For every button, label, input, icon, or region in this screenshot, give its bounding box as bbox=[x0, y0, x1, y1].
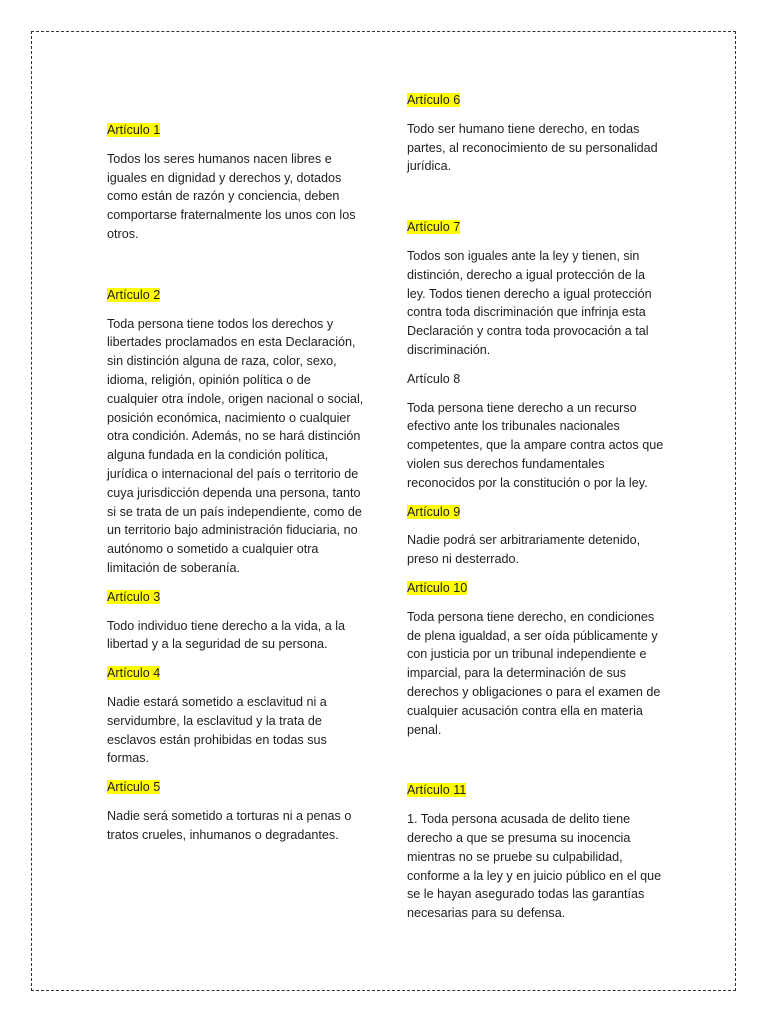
article-heading: Artículo 9 bbox=[407, 504, 461, 519]
article-5 bbox=[107, 778, 365, 844]
article-heading: Artículo 8 bbox=[407, 371, 461, 386]
left-column bbox=[107, 121, 365, 855]
article-1 bbox=[107, 121, 365, 244]
article-text: 1. Toda persona acusada de delito tiene derecho a que se presuma su inocencia mientras no se pruebe su culpabilidad, conforme a la ley y en juicio público en el que se le hayan asegurado todas las garantías necesarias para su defensa. bbox=[407, 812, 662, 921]
article-heading: Artículo 1 bbox=[107, 123, 161, 137]
article-text: Todo individuo tiene derecho a la vida, a la libertad y a la seguridad de su persona. bbox=[107, 618, 346, 652]
article-heading: Artículo 3 bbox=[107, 589, 161, 604]
article-heading: Artículo 4 bbox=[107, 666, 161, 681]
article-heading: Artículo 2 bbox=[107, 287, 161, 302]
article-heading: Artículo 5 bbox=[107, 780, 161, 795]
article-7 bbox=[407, 218, 665, 360]
article-text: Toda persona tiene todos los derechos y libertades proclamados en esta Declaración, sin distinción alguna de raza, color, sexo, idioma, religión, opinión política o de cualquier otra índole, origen nacional o social, posición económica, nacimiento o cualquier otra condición. Además, no se hará distinción alguna fundada en la condición política, jurídica o internacional del país o territorio de cuya jurisdicción dependa una persona, tanto si se trata de un país independiente, como de un territorio bajo administración fiduciaria, no autónomo o sometido a cualquier otra limitación de soberanía. bbox=[107, 316, 364, 575]
right-column bbox=[407, 91, 665, 933]
article-text: Todos son iguales ante la ley y tienen, sin distinción, derecho a igual protección de la ley. Todos tienen derecho a igual protección contra toda discriminación que infrinja esta Declaración y contra toda provocación a tal discriminación. bbox=[407, 248, 652, 357]
article-heading: Artículo 6 bbox=[407, 93, 461, 107]
article-2 bbox=[107, 286, 365, 578]
article-text: Nadie estará sometido a esclavitud ni a servidumbre, la esclavitud y la trata de esclavos están prohibidas en todas sus formas. bbox=[107, 694, 327, 766]
article-9 bbox=[407, 503, 665, 569]
article-text: Todos los seres humanos nacen libres e iguales en dignidad y derechos y, dotados como están de razón y conciencia, deben comportarse fraternalmente los unos con los otros. bbox=[107, 151, 356, 241]
article-text: Toda persona tiene derecho a un recurso efectivo ante los tribunales nacionales competentes, que la ampare contra actos que violen sus derechos fundamentales reconocidos por la constitución o por la ley. bbox=[407, 400, 664, 490]
article-heading: Artículo 7 bbox=[407, 220, 461, 235]
article-heading: Artículo 10 bbox=[407, 580, 468, 595]
article-3 bbox=[107, 588, 365, 654]
article-text: Nadie será sometido a torturas ni a penas o tratos crueles, inhumanos o degradantes. bbox=[107, 808, 352, 842]
article-10 bbox=[407, 579, 665, 739]
article-11 bbox=[407, 781, 665, 923]
article-text: Todo ser humano tiene derecho, en todas partes, al reconocimiento de su personalidad jurídica. bbox=[407, 121, 658, 174]
article-text: Nadie podrá ser arbitrariamente detenido, preso ni desterrado. bbox=[407, 533, 641, 567]
article-6 bbox=[407, 91, 665, 176]
article-heading: Artículo 11 bbox=[407, 783, 467, 798]
article-text: Toda persona tiene derecho, en condiciones de plena igualdad, a ser oída públicamente y con justicia por un tribunal independiente e imparcial, para la determinación de sus derechos y obligaciones o para el examen de cualquier acusación contra ella en materia penal. bbox=[407, 609, 661, 737]
article-8 bbox=[407, 370, 665, 493]
article-4 bbox=[107, 664, 365, 768]
